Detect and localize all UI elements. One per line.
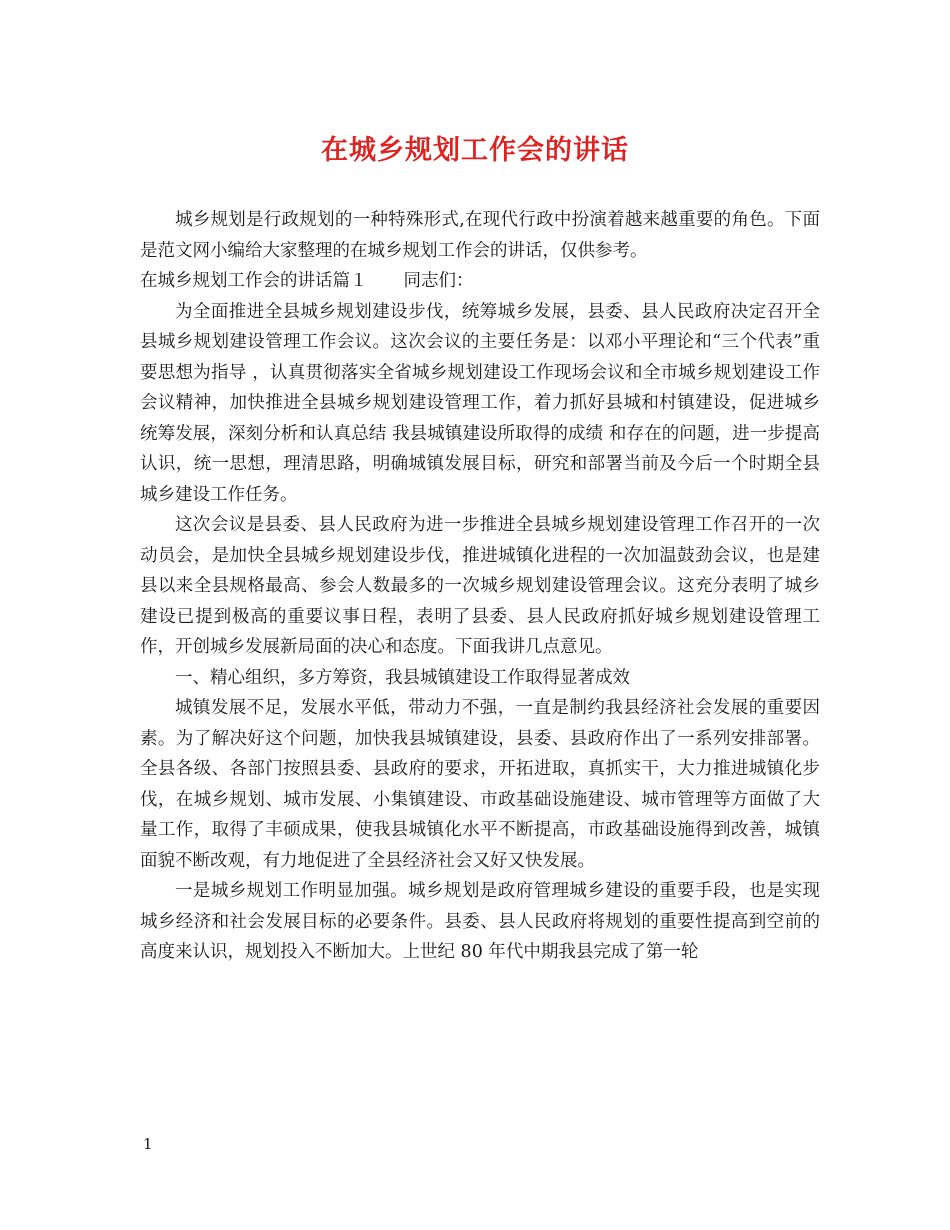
body-paragraph: 为全面推进全县城乡规划建设步伐，统筹城乡发展，县委、县人民政府决定召开全县城乡规划建设管理工作会议。这次会议的主要任务是：以邓小平理论和“三个代表”重要思想为指导 ，认真贯彻落实全省城乡规划建设工作现场会议和全市城乡规划建设工作会议精神，加快推进全县城乡规划建设管理工作，着力抓好县城和村镇建设，促进城乡统筹发展，深刻分析和认真总结 我县城镇建设所取得的成绩 和存在的问题，进一步提高认识，统一思想，理清思路，明确城镇发展目标，研究和部署当前及今后一个时期全县城乡建设工作任务。 [140,301,820,505]
section-heading-line [140,266,820,297]
body-paragraph: 一是城乡规划工作明显加强。城乡规划是政府管理城乡建设的重要手段，也是实现城乡经济和社会发展目标的必要条件。县委、县人民政府将规划的重要性提高到空前的高度来认识，规划投入不断加大。上世纪 80 年代中期我县完成了第一轮 [140,881,820,962]
document-title: 在城乡规划工作会的讲话 [321,135,629,166]
page-number: 1 [143,1135,153,1153]
intro-paragraph: 城乡规划是行政规划的一种特殊形式,在现代行政中扮演着越来越重要的角色。下面是范文网小编给大家整理的在城乡规划工作会的讲话，仅供参考。 [140,210,820,261]
section-heading-one: 一、精心组织，多方筹资，我县城镇建设工作取得显著成效 [175,667,630,688]
section-heading: 在城乡规划工作会的讲话篇１ [140,271,368,291]
body-paragraph: 这次会议是县委、县人民政府为进一步推进全县城乡规划建设管理工作召开的一次动员会，是加快全县城乡规划建设步伐，推进城镇化进程的一次加温鼓劲会议，也是建县以来全县规格最高、参会人数最多的一次城乡规划建设管理会议。这充分表明了城乡建设已提到极高的重要议事日程，表明了县委、县人民政府抓好城乡规划建设管理工作，开创城乡发展新局面的决心和态度。下面我讲几点意见。 [140,515,820,657]
document-body [140,205,820,968]
body-paragraph: 城镇发展不足，发展水平低，带动力不强，一直是制约我县经济社会发展的重要因素。为了解决好这个问题，加快我县城镇建设，县委、县政府作出了一系列安排部署。全县各级、各部门按照县委、县政府的要求，开拓进取，真抓实干，大力推进城镇化步伐，在城乡规划、城市发展、小集镇建设、市政基础设施建设、城市管理等方面做了大量工作，取得了丰硕成果，使我县城镇化水平不断提高，市政基础设施得到改善，城镇面貌不断改观，有力地促进了全县经济社会又好又快发展。 [140,698,820,871]
salutation: 同志们： [403,271,474,291]
